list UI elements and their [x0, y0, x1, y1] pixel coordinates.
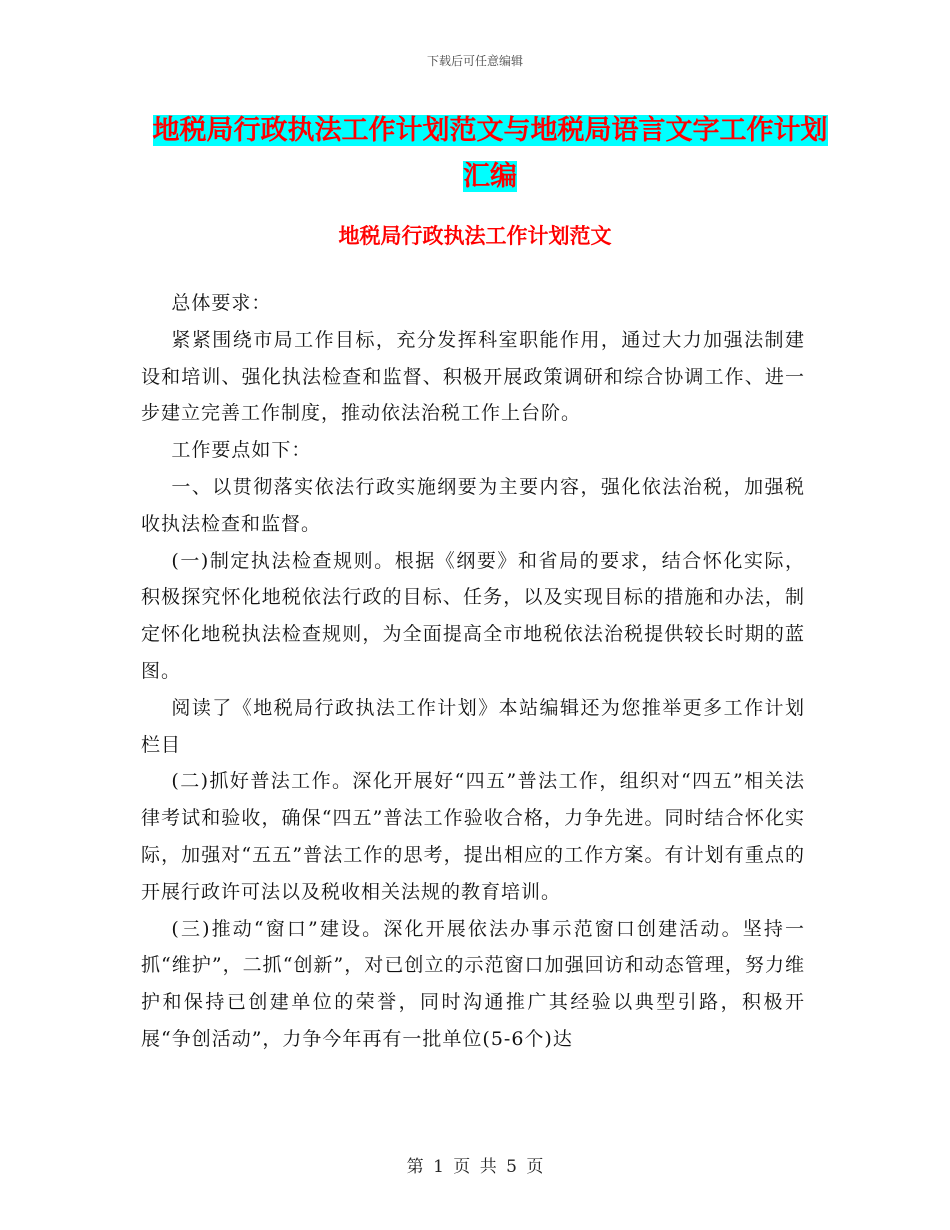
section-title: 地税局行政执法工作计划范文	[338, 224, 612, 248]
paragraph: 工作要点如下：	[171, 439, 312, 462]
paragraph: 一、以贯彻落实依法行政实施纲要为主要内容，强化依法治税，加强税收执法检查和监督。	[141, 475, 805, 535]
document-title	[140, 108, 840, 200]
paragraph: (二)抓好普法工作。深化开展好“四五”普法工作，组织对“四五”相关法律考试和验收，确保“四五”普法工作验收合格，力争先进。同时结合怀化实际，加强对“五五”普法工作的思考，提出相应的工作方案。有计划有重点的开展行政许可法以及税收相关法规的教育培训。	[141, 770, 805, 903]
body-text	[141, 285, 805, 1058]
document-title-text: 地税局行政执法工作计划范文与地税局语言文字工作计划汇编	[152, 115, 828, 192]
paragraph: 紧紧围绕市局工作目标，充分发挥科室职能作用，通过大力加强法制建设和培训、强化执法检查和监督、积极开展政策调研和综合协调工作、进一步建立完善工作制度，推动依法治税工作上台阶。	[141, 328, 805, 425]
paragraph: 总体要求：	[171, 292, 272, 314]
paragraph: (一)制定执法检查规则。根据《纲要》和省局的要求，结合怀化实际，积极探究怀化地税依法行政的目标、任务，以及实现目标的措施和办法，制定怀化地税执法检查规则，为全面提高全市地税依法治税提供较长时期的蓝图。	[141, 549, 805, 682]
paragraph: 阅读了《地税局行政执法工作计划》本站编辑还为您推举更多工作计划栏目	[141, 696, 805, 756]
paragraph: (三)推动“窗口”建设。深化开展依法办事示范窗口创建活动。坚持一抓“维护”，二抓“创新”，对已创立的示范窗口加强回访和动态管理，努力维护和保持已创建单位的荣誉，同时沟通推广其经验以典型引路，积极开展“争创活动”，力争今年再有一批单位(5-6个)达	[141, 917, 805, 1050]
page-indicator: 第 1 页 共 5 页	[406, 1157, 544, 1177]
header-note: 下载后可任意编辑	[426, 54, 523, 68]
